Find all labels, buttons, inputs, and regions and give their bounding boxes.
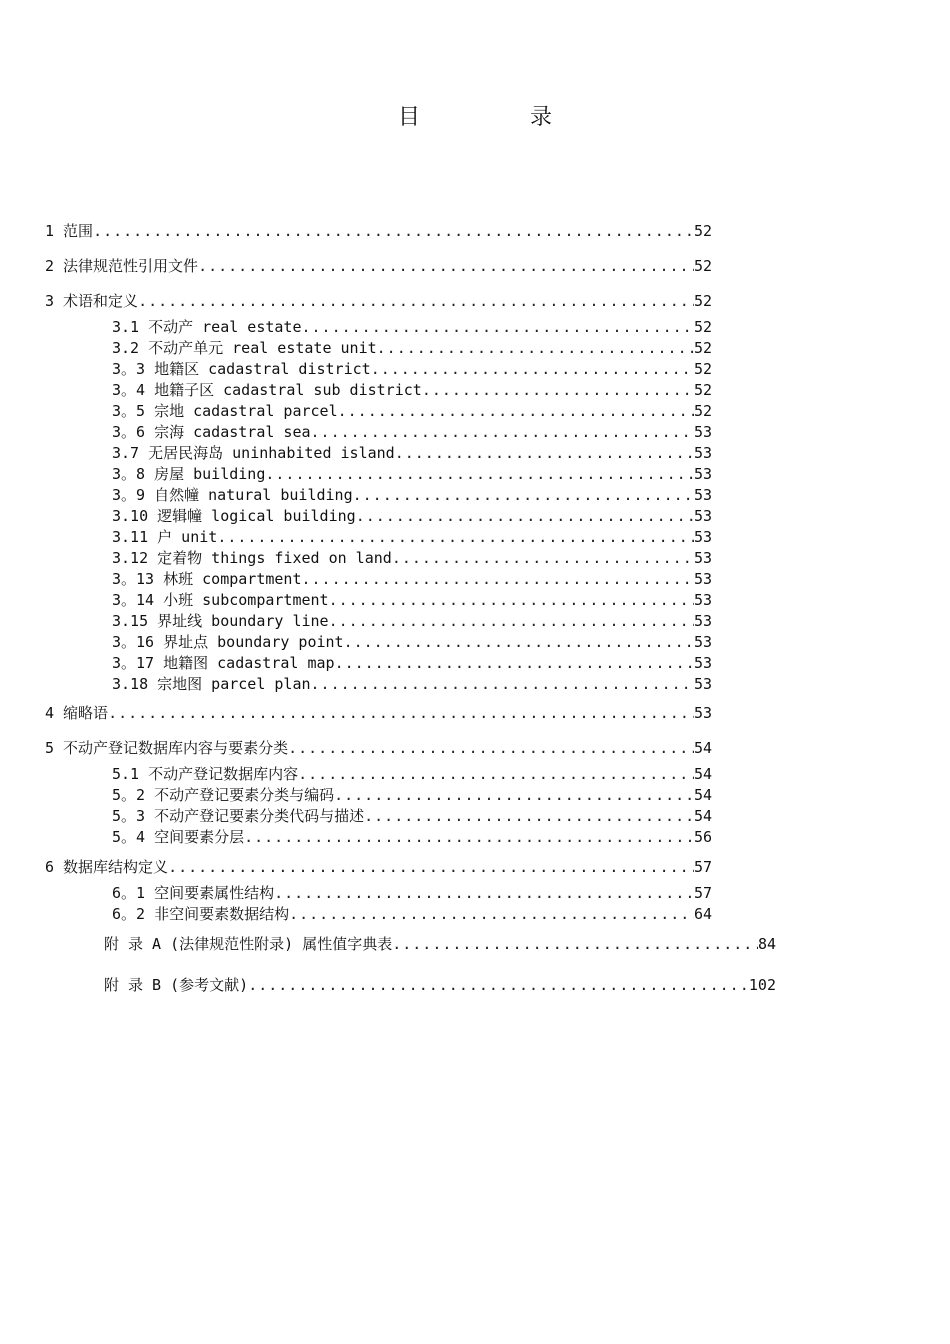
dot-leader [377,338,694,358]
toc-entry-title: 6 数据库结构定义 [45,858,169,876]
toc-entry[interactable] [104,975,776,995]
toc-entry-title: 5。3 不动产登记要素分类代码与描述 [112,807,365,825]
toc-entry[interactable] [112,827,712,847]
toc-entry-title: 3。9 自然幢 natural building [112,486,353,504]
toc-entry-page: 53 [693,465,712,483]
toc-entry-page: 53 [693,633,712,651]
toc-entry[interactable] [112,764,712,784]
toc-entry[interactable] [112,485,712,505]
toc-entry-page: 52 [693,318,712,336]
dot-leader [395,443,694,463]
toc-entry[interactable] [112,904,712,924]
dot-leader [353,485,694,505]
toc-entry[interactable] [112,464,712,484]
toc-entry-title: 3。13 林班 compartment [112,570,302,588]
toc-entry[interactable] [112,422,712,442]
toc-entry[interactable] [112,569,712,589]
toc-entry-title: 5.1 不动产登记数据库内容 [112,765,299,783]
dot-leader [311,422,694,442]
toc-entry-page: 52 [693,402,712,420]
toc-entry-page: 53 [693,704,712,722]
toc-entry[interactable] [45,857,712,877]
toc-entry-title: 3。14 小班 subcompartment [112,591,329,609]
dot-leader [265,464,694,484]
toc-entry-page: 52 [693,381,712,399]
toc-entry-page: 54 [693,807,712,825]
toc-entry[interactable] [112,632,712,652]
toc-entry-title: 3.2 不动产单元 real estate unit [112,339,377,357]
toc-entry-page: 53 [693,549,712,567]
dot-leader [338,401,694,421]
toc-entry-title: 6。2 非空间要素数据结构 [112,905,290,923]
toc-entry[interactable] [104,934,776,954]
toc-entry[interactable] [112,338,712,358]
title-char-2: 录 [530,105,553,130]
toc-entry[interactable] [112,443,712,463]
toc-entry-page: 56 [693,828,712,846]
dot-leader [244,827,694,847]
toc-entry-title: 3。17 地籍图 cadastral map [112,654,335,672]
dot-leader [392,548,694,568]
toc-entry[interactable] [112,359,712,379]
toc-entry-title: 3.15 界址线 boundary line [112,612,329,630]
toc-entry[interactable] [45,738,712,758]
toc-entry[interactable] [45,291,712,311]
dot-leader [108,703,694,723]
toc-entry-title: 2 法律规范性引用文件 [45,257,199,275]
toc-entry-page: 57 [693,884,712,902]
dot-leader [217,527,694,547]
toc-entry-page: 52 [693,257,712,275]
dot-leader [335,653,694,673]
toc-entry-page: 52 [693,222,712,240]
toc-entry[interactable] [112,401,712,421]
dot-leader [329,590,694,610]
toc-entry-title: 4 缩略语 [45,704,109,722]
dot-leader [138,291,694,311]
toc-entry[interactable] [112,674,712,694]
toc-entry-title: 3.10 逻辑幢 logical building [112,507,356,525]
title-char-1: 目 [397,105,420,130]
toc-entry-title: 3.18 宗地图 parcel plan [112,675,311,693]
toc-entry[interactable] [112,590,712,610]
dot-leader [364,806,694,826]
toc-entry[interactable] [45,256,712,276]
toc-entry-page: 53 [693,612,712,630]
toc-entry-title: 3。6 宗海 cadastral sea [112,423,311,441]
toc-entry-page: 53 [693,528,712,546]
toc-entry-page: 102 [748,976,776,994]
page-title [0,100,950,131]
toc-entry-page: 53 [693,675,712,693]
toc-entry[interactable] [112,527,712,547]
toc-entry-title: 3 术语和定义 [45,292,139,310]
dot-leader [93,221,694,241]
toc-entry-page: 53 [693,570,712,588]
dot-leader [334,785,694,805]
toc-entry-title: 3。8 房屋 building [112,465,266,483]
toc-entry-title: 5。4 空间要素分层 [112,828,245,846]
toc-entry[interactable] [112,317,712,337]
toc-entry[interactable] [112,380,712,400]
dot-leader [198,256,694,276]
toc-entry[interactable] [112,806,712,826]
toc-entry-title: 3。3 地籍区 cadastral district [112,360,371,378]
toc-entry[interactable] [45,703,712,723]
dot-leader [288,738,694,758]
toc-entry[interactable] [112,548,712,568]
dot-leader [248,975,749,995]
toc-entry-page: 57 [693,858,712,876]
dot-leader [392,934,758,954]
toc-entry-page: 54 [693,786,712,804]
toc-entry-page: 54 [693,739,712,757]
toc-entry-page: 52 [693,292,712,310]
dot-leader [329,611,694,631]
toc-entry-page: 53 [693,423,712,441]
dot-leader [344,632,694,652]
dot-leader [371,359,694,379]
toc-entry-title: 3.7 无居民海岛 uninhabited island [112,444,395,462]
dot-leader [302,317,694,337]
toc-entry[interactable] [112,785,712,805]
toc-entry-page: 52 [693,360,712,378]
dot-leader [298,764,694,784]
toc-entry-title: 5 不动产登记数据库内容与要素分类 [45,739,289,757]
toc-entry-title: 附 录 A (法律规范性附录) 属性值字典表 [104,935,393,953]
toc-entry-title: 3。4 地籍子区 cadastral sub district [112,381,422,399]
toc-entry[interactable] [112,611,712,631]
toc-entry[interactable] [112,653,712,673]
toc-entry-title: 3.12 定着物 things fixed on land [112,549,392,567]
toc-entry-title: 3.11 户 unit [112,528,218,546]
dot-leader [168,857,694,877]
toc-entry-page: 53 [693,444,712,462]
toc-entry-page: 53 [693,591,712,609]
toc-entry-title: 3.1 不动产 real estate [112,318,302,336]
toc-entry-page: 84 [757,935,776,953]
dot-leader [289,904,694,924]
toc-entry-title: 5。2 不动产登记要素分类与编码 [112,786,335,804]
toc-entry-page: 53 [693,486,712,504]
toc-entry-title: 附 录 B (参考文献) [104,976,249,994]
toc-entry-page: 64 [693,905,712,923]
dot-leader [422,380,694,400]
dot-leader [356,506,694,526]
toc-entry-page: 53 [693,654,712,672]
toc-entry[interactable] [112,883,712,903]
toc-entry-title: 3。16 界址点 boundary point [112,633,344,651]
toc-entry-page: 54 [693,765,712,783]
toc-entry-title: 6。1 空间要素属性结构 [112,884,275,902]
toc-entry-title: 3。5 宗地 cadastral parcel [112,402,338,420]
toc-entry[interactable] [112,506,712,526]
toc-entry-page: 52 [693,339,712,357]
toc-entry[interactable] [45,221,712,241]
dot-leader [302,569,694,589]
dot-leader [311,674,694,694]
dot-leader [274,883,694,903]
toc-entry-title: 1 范围 [45,222,94,240]
toc-entry-page: 53 [693,507,712,525]
